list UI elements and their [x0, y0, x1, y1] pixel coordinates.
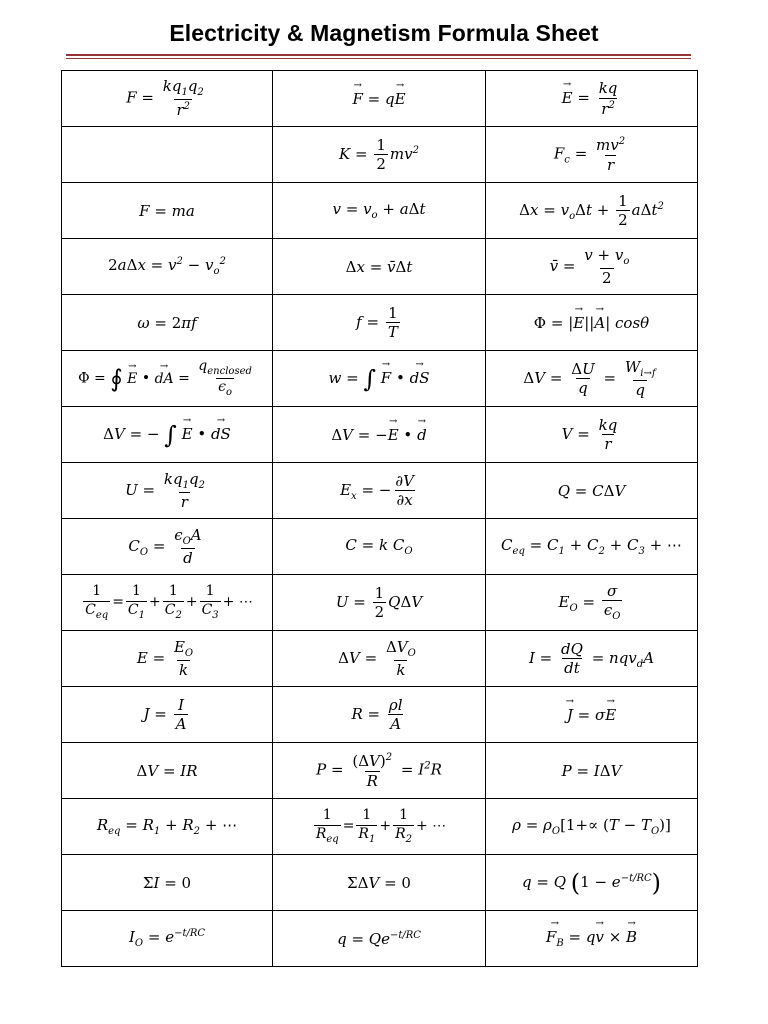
table-row — [62, 71, 698, 127]
formula-cell: ΔV = − ∫ E → • dS → — [62, 407, 273, 463]
formula-cell: K = $\frac{1}{2}$ $mv^2$ — [273, 127, 486, 183]
formula-cell: ΔV = $\frac{\Delta U}{q}$ = $\frac{W_{i\to f}}{q}$ — [486, 351, 698, 407]
formula-cell: F = ma — [62, 183, 273, 239]
formula-cell: $C_O$ = $\frac{\epsilon_OA}{d}$ — [62, 519, 273, 575]
formula-cell: U = $\frac{1}{2}$ QΔV — [273, 575, 486, 631]
table-row — [62, 463, 698, 519]
formula-cell: U = $\frac{kq_1q_2}{r}$ — [62, 463, 273, 519]
title-underline-thin — [66, 58, 691, 59]
formula-cell: E → = $\frac{kq}{r^2}$ — [486, 71, 698, 127]
formula-cell: $\rho = \rho_O[1+\propto (T - T_O)]$ — [486, 799, 698, 855]
formula-cell: V = $\frac{kq}{r}$ — [486, 407, 698, 463]
page-title: Electricity & Magnetism Formula Sheet — [169, 20, 599, 46]
table-row — [62, 799, 698, 855]
table-row — [62, 855, 698, 911]
formula-cell: $v = v_o + a\Delta t$ — [273, 183, 486, 239]
table-row — [62, 575, 698, 631]
formula-cell: ΔV = −E → • d → — [273, 407, 486, 463]
formula-cell: Φ = |E →||A →| cosθ — [486, 295, 698, 351]
formula-cell: Φ = ∮ E → • dA → = $\frac{q_{enclosed}}{\epsilon_o}$ — [62, 351, 273, 407]
table-row — [62, 183, 698, 239]
table-row — [62, 127, 698, 183]
formula-cell: ΣI = 0 — [62, 855, 273, 911]
formula-cell: P = IΔV — [486, 743, 698, 799]
formula-cell: w = ∫ F → • dS → — [273, 351, 486, 407]
table-row — [62, 407, 698, 463]
formula-cell: I = $\frac{dQ}{dt}$ = nqv$_d$A — [486, 631, 698, 687]
formula-cell: $E_O$ = $\frac{\sigma}{\epsilon_O}$ — [486, 575, 698, 631]
formula-cell: $F_B$ → = qv → × B → — [486, 911, 698, 967]
formula-cell-empty — [62, 127, 273, 183]
formula-cell: v̄ = $\frac{v + v_o}{2}$ — [486, 239, 698, 295]
formula-cell: E = $\frac{E_O}{k}$ — [62, 631, 273, 687]
formula-cell: ΔV = $\frac{\Delta V_O}{k}$ — [273, 631, 486, 687]
table-row — [62, 743, 698, 799]
formula-cell: C = k $C_O$ — [273, 519, 486, 575]
formula-cell: Δx = v̄Δt — [273, 239, 486, 295]
table-row — [62, 687, 698, 743]
formula-cell: ω = 2πf — [62, 295, 273, 351]
title-underline — [66, 54, 691, 56]
formula-cell: ΣΔV = 0 — [273, 855, 486, 911]
formula-cell: $\Delta x = v_o\Delta t$ + $\frac{1}{2}$ aΔt$^2$ — [486, 183, 698, 239]
formula-cell: F → = qE → — [273, 71, 486, 127]
table-row — [62, 351, 698, 407]
table-row — [62, 295, 698, 351]
formula-cell: Q = CΔV — [486, 463, 698, 519]
formula-cell: $R_{eq} = R_1 + R_2$ + ⋯ — [62, 799, 273, 855]
formula-table — [61, 70, 698, 967]
formula-cell: q = Q $(1 - e^{-t/RC})$ — [486, 855, 698, 911]
formula-cell: $\frac{1}{R_{eq}}$ = $\frac{1}{R_1}$ + $\frac{1}{R_2}$ + ⋯ — [273, 799, 486, 855]
table-row — [62, 519, 698, 575]
table-row — [62, 631, 698, 687]
formula-cell: R = $\frac{\rho l}{A}$ — [273, 687, 486, 743]
formula-cell: $2a\Delta x = v^2 - v_o^2$ — [62, 239, 273, 295]
formula-cell: $\frac{1}{C_{eq}}$ = $\frac{1}{C_1}$ + $\frac{1}{C_2}$ + $\frac{1}{C_3}$ + ⋯ — [62, 575, 273, 631]
formula-cell: $C_{eq} = C_1 + C_2 + C_3$ + ⋯ — [486, 519, 698, 575]
formula-cell: $I_O = e^{-t/RC}$ — [62, 911, 273, 967]
table-row — [62, 239, 698, 295]
table-row — [62, 911, 698, 967]
formula-cell: $F_c$ = $\frac{mv^2}{r}$ — [486, 127, 698, 183]
formula-cell: $q = Qe^{-t/RC}$ — [273, 911, 486, 967]
formula-cell: J → = σE → — [486, 687, 698, 743]
formula-cell: P = $\frac{(\Delta V)^2}{R}$ = $I^2R$ — [273, 743, 486, 799]
formula-cell: F = $\frac{kq_1q_2}{r^2}$ — [62, 71, 273, 127]
formula-cell: $E_x$ = − $\frac{\partial V}{\partial x}$ — [273, 463, 486, 519]
formula-cell: f = $\frac{1}{T}$ — [273, 295, 486, 351]
formula-cell: ΔV = IR — [62, 743, 273, 799]
formula-cell: J = $\frac{I}{A}$ — [62, 687, 273, 743]
